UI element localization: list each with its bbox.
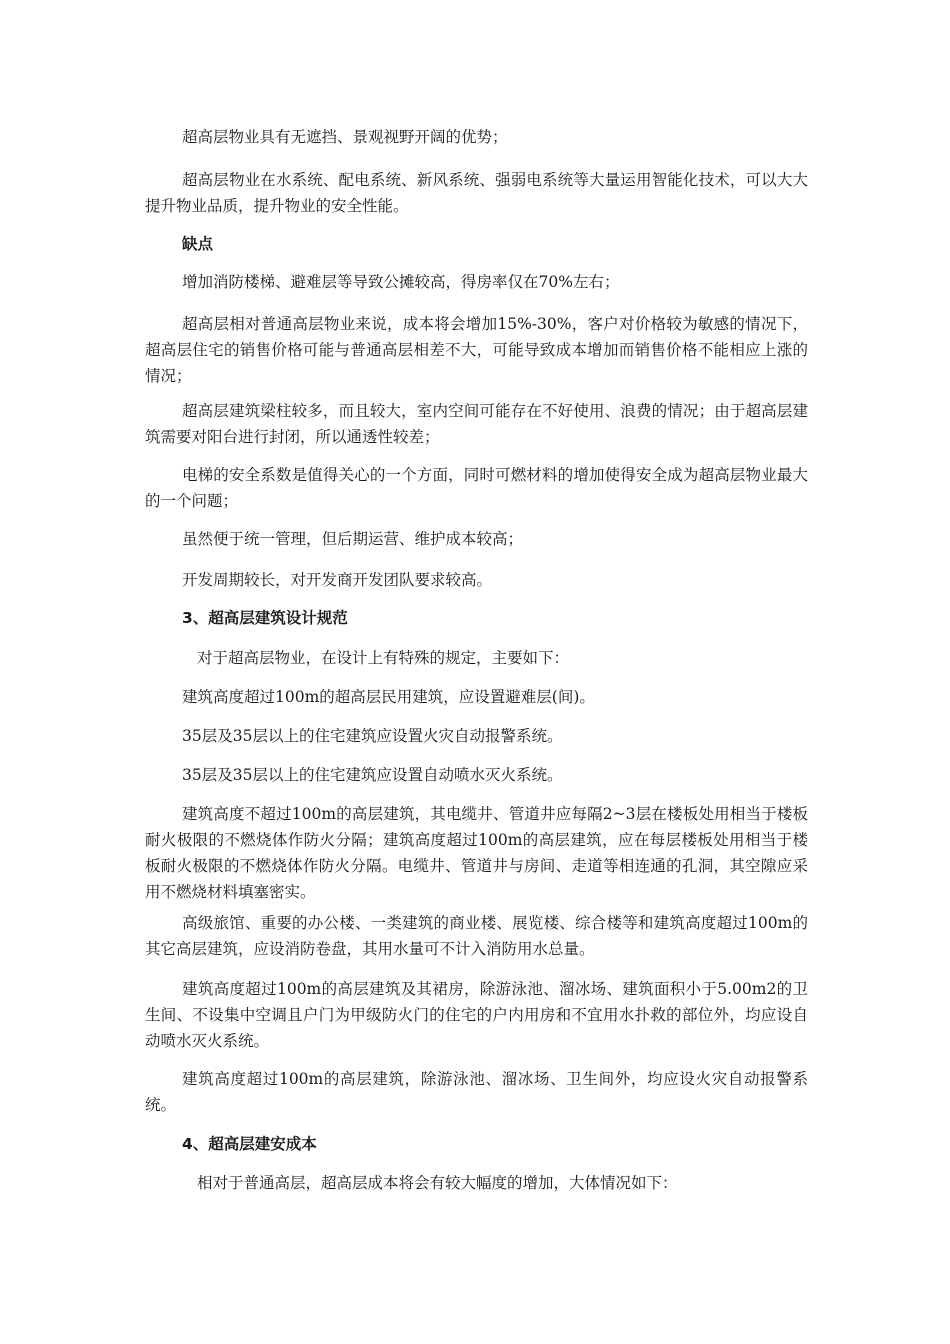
paragraph-advantage-view: 超高层物业具有无遮挡、景观视野开阔的优势； — [182, 128, 508, 146]
paragraph-cost-intro: 相对于普通高层，超高层成本将会有较大幅度的增加，大体情况如下： — [197, 1174, 678, 1192]
paragraph-design-alarm: 35层及35层以上的住宅建筑应设置火灾自动报警系统。 — [182, 727, 563, 745]
heading-disadvantages: 缺点 — [182, 235, 214, 253]
paragraph-design-shafts: 建筑高度不超过100m的高层建筑，其电缆井、管道井应每隔2~3层在楼板处用相当于楼板耐火极限的不燃烧体作防火分隔；建筑高度超过100m的高层建筑，应在每层楼板处用相当于楼板耐火极限的不燃烧体作防火分隔。电缆井、管道井与房间、走道等相连通的孔洞，其空隙应采用不燃烧材料填塞密实。 — [145, 805, 808, 901]
paragraph-disadvantage-cost: 超高层相对普通高层物业来说，成本将会增加15%-30%，客户对价格较为敏感的情况下，超高层住宅的销售价格可能与普通高层相差不大，可能导致成本增加而销售价格不能相应上涨的情况； — [145, 315, 808, 385]
heading-section-4: 4、超高层建安成本 — [182, 1135, 317, 1153]
paragraph-design-sprinkler: 35层及35层以上的住宅建筑应设置自动喷水灭火系统。 — [182, 766, 563, 784]
paragraph-disadvantage-elevator: 电梯的安全系数是值得关心的一个方面，同时可燃材料的增加使得安全成为超高层物业最大的一个问题； — [145, 466, 808, 510]
paragraph-design-refuge: 建筑高度超过100m的超高层民用建筑，应设置避难层(间)。 — [182, 688, 595, 706]
paragraph-advantage-smart: 超高层物业在水系统、配电系统、新风系统、强弱电系统等大量运用智能化技术，可以大大提升物业品质，提升物业的安全性能。 — [145, 171, 808, 215]
paragraph-design-fire-alarm: 建筑高度超过100m的高层建筑，除游泳池、溜冰场、卫生间外，均应设火灾自动报警系统。 — [145, 1070, 808, 1114]
paragraph-design-hose-reel: 高级旅馆、重要的办公楼、一类建筑的商业楼、展览楼、综合楼等和建筑高度超过100m的其它高层建筑，应设消防卷盘，其用水量可不计入消防用水总量。 — [145, 914, 808, 958]
paragraph-disadvantage-period: 开发周期较长，对开发商开发团队要求较高。 — [182, 571, 493, 589]
paragraph-design-sprinkler-podium: 建筑高度超过100m的高层建筑及其裙房，除游泳池、溜冰场、建筑面积小于5.00m2的卫生间、不设集中空调且户门为甲级防火门的住宅的户内用房和不宜用水扑救的部位外，均应设自动喷水灭火系统。 — [145, 980, 808, 1050]
heading-section-3: 3、超高层建筑设计规范 — [182, 609, 348, 627]
paragraph-design-intro: 对于超高层物业，在设计上有特殊的规定，主要如下： — [197, 649, 570, 667]
paragraph-disadvantage-share: 增加消防楼梯、避难层等导致公摊较高，得房率仅在70%左右； — [182, 273, 620, 291]
paragraph-disadvantage-maintenance: 虽然便于统一管理，但后期运营、维护成本较高； — [182, 530, 524, 548]
paragraph-disadvantage-structure: 超高层建筑梁柱较多，而且较大，室内空间可能存在不好使用、浪费的情况；由于超高层建筑需要对阳台进行封闭，所以通透性较差； — [145, 402, 808, 446]
